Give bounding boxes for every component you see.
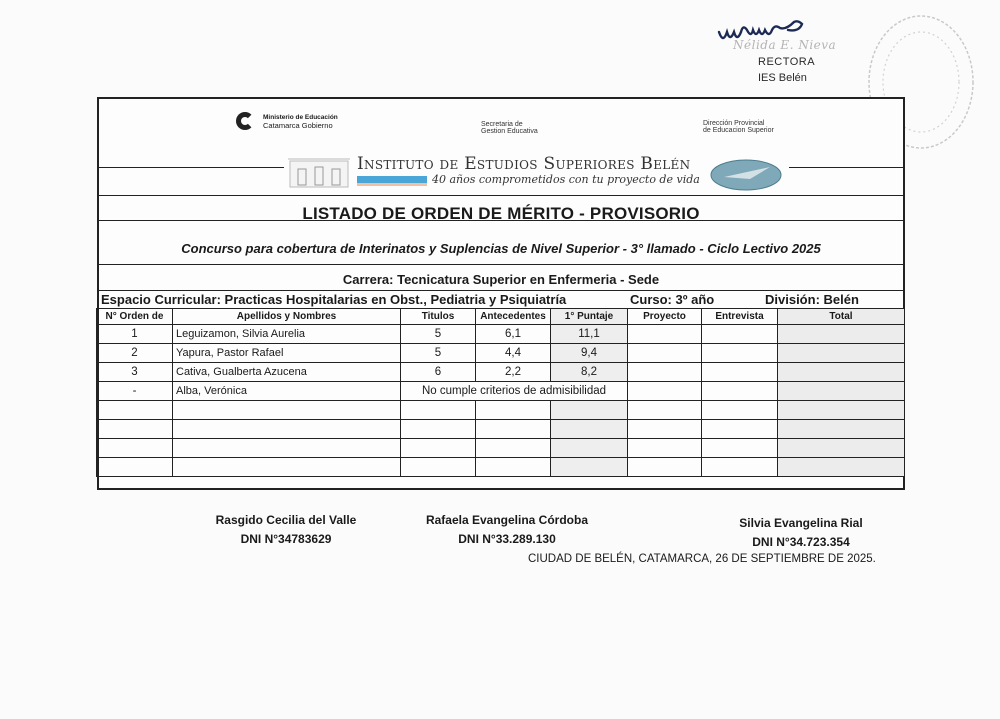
table-header-row	[97, 309, 905, 325]
carrera-label: Carrera: Tecnicatura Superior en Enfermeria - Sede	[342, 272, 660, 287]
empty-cell	[628, 420, 702, 439]
col-puntaje: 1° Puntaje	[551, 309, 628, 325]
signer-3	[716, 514, 886, 552]
col-antecedentes: Antecedentes	[476, 309, 551, 325]
cell-antecedentes: 2,2	[476, 363, 551, 382]
col-orden: N° Orden de	[97, 309, 173, 325]
cell-total	[778, 363, 905, 382]
cell-proyecto	[628, 382, 702, 401]
ministerio-line1: Ministerio de Educación	[263, 114, 338, 121]
curso-label: Curso: 3º año	[630, 292, 715, 307]
empty-cell	[702, 458, 778, 477]
cell-nombre: Cativa, Gualberta Azucena	[173, 363, 401, 382]
divider	[99, 264, 903, 265]
empty-cell	[401, 439, 476, 458]
empty-cell	[97, 420, 173, 439]
cell-proyecto	[628, 325, 702, 344]
table-row	[97, 363, 905, 382]
cell-nombre: Leguizamon, Silvia Aurelia	[173, 325, 401, 344]
cell-entrevista	[702, 363, 778, 382]
empty-cell	[551, 458, 628, 477]
signature-institution: IES Belén	[758, 72, 807, 84]
empty-cell	[778, 458, 905, 477]
signer-dni: DNI N°33.289.130	[458, 532, 556, 546]
cell-orden: 3	[97, 363, 173, 382]
divider	[789, 167, 903, 168]
table-row	[97, 325, 905, 344]
table-row	[97, 382, 905, 401]
cell-puntaje: 8,2	[551, 363, 628, 382]
cell-entrevista	[702, 344, 778, 363]
empty-cell	[173, 420, 401, 439]
table-row-empty	[97, 458, 905, 477]
empty-cell	[551, 401, 628, 420]
empty-cell	[628, 401, 702, 420]
cell-total	[778, 344, 905, 363]
table-row-empty	[97, 401, 905, 420]
cell-entrevista	[702, 325, 778, 344]
signer-dni: DNI N°34.723.354	[752, 535, 850, 549]
building-icon	[288, 153, 350, 189]
divider	[99, 195, 903, 196]
cell-antecedentes: 6,1	[476, 325, 551, 344]
cell-nombre: Yapura, Pastor Rafael	[173, 344, 401, 363]
empty-cell	[476, 420, 551, 439]
empty-cell	[173, 401, 401, 420]
secretaria-label: Secretaria de Gestion Educativa	[481, 121, 538, 135]
signer-name: Silvia Evangelina Rial	[739, 516, 863, 530]
col-total: Total	[778, 309, 905, 325]
cell-proyecto	[628, 344, 702, 363]
signer-name: Rafaela Evangelina Córdoba	[425, 513, 589, 527]
division-label: División: Belén	[765, 292, 859, 307]
empty-cell	[778, 401, 905, 420]
cell-proyecto	[628, 363, 702, 382]
col-entrevista: Entrevista	[702, 309, 778, 325]
empty-cell	[551, 420, 628, 439]
empty-cell	[476, 458, 551, 477]
espacio-curricular: Espacio Curricular: Practicas Hospitalarias en Obst., Pediatria y Psiquiatría	[101, 292, 567, 307]
cell-puntaje: 11,1	[551, 325, 628, 344]
empty-cell	[401, 420, 476, 439]
cell-antecedentes: 4,4	[476, 344, 551, 363]
empty-cell	[551, 439, 628, 458]
place-date: CIUDAD DE BELÉN, CATAMARCA, 26 DE SEPTIEMBRE DE 2025.	[528, 553, 876, 565]
cell-puntaje: 9,4	[551, 344, 628, 363]
signature-name: Nélida E. Nieva	[733, 38, 837, 52]
empty-cell	[401, 401, 476, 420]
page-subtitle: Concurso para cobertura de Interinatos y Suplencias de Nivel Superior - 3° llamado - Ciclo Lectivo 2025	[181, 241, 821, 256]
ies-belen-logo	[710, 159, 782, 191]
empty-cell	[702, 420, 778, 439]
col-titulos: Titulos	[401, 309, 476, 325]
institute-tagline: 40 años comprometidos con tu proyecto de vida	[432, 173, 700, 186]
table-row	[97, 344, 905, 363]
cell-total	[778, 382, 905, 401]
cell-titulos: 5	[401, 344, 476, 363]
ministerio-c-icon	[236, 112, 254, 130]
table-row-empty	[97, 420, 905, 439]
signer-1	[196, 511, 376, 549]
empty-cell	[778, 439, 905, 458]
empty-cell	[97, 401, 173, 420]
empty-cell	[778, 420, 905, 439]
divider	[99, 290, 903, 291]
cell-nombre: Alba, Verónica	[173, 382, 401, 401]
empty-cell	[628, 458, 702, 477]
cell-orden: 1	[97, 325, 173, 344]
empty-cell	[97, 458, 173, 477]
cell-total	[778, 325, 905, 344]
empty-cell	[173, 458, 401, 477]
cell-orden: -	[97, 382, 173, 401]
empty-cell	[476, 401, 551, 420]
cell-entrevista	[702, 382, 778, 401]
col-nombre: Apellidos y Nombres	[173, 309, 401, 325]
col-proyecto: Proyecto	[628, 309, 702, 325]
color-stripe	[357, 176, 427, 186]
cell-inadmissible-note: No cumple criterios de admisibilidad	[401, 382, 628, 401]
cell-titulos: 5	[401, 325, 476, 344]
merit-table	[96, 308, 905, 477]
signer-2	[412, 511, 602, 549]
cell-titulos: 6	[401, 363, 476, 382]
direccion-label: Dirección Provincial de Educacion Superior	[703, 120, 774, 134]
empty-cell	[401, 458, 476, 477]
cell-orden: 2	[97, 344, 173, 363]
signature-role: RECTORA	[758, 56, 816, 68]
divider	[99, 167, 284, 168]
empty-cell	[702, 401, 778, 420]
page-title: LISTADO DE ORDEN DE MÉRITO - PROVISORIO	[302, 204, 700, 223]
signer-name: Rasgido Cecilia del Valle	[215, 513, 357, 527]
ministerio-line2: Catamarca Gobierno	[263, 121, 333, 130]
empty-cell	[476, 439, 551, 458]
institute-name: Instituto de Estudios Superiores Belén	[357, 154, 691, 174]
empty-cell	[702, 439, 778, 458]
empty-cell	[97, 439, 173, 458]
table-row-empty	[97, 439, 905, 458]
empty-cell	[628, 439, 702, 458]
signer-dni: DNI N°34783629	[240, 532, 332, 546]
empty-cell	[173, 439, 401, 458]
